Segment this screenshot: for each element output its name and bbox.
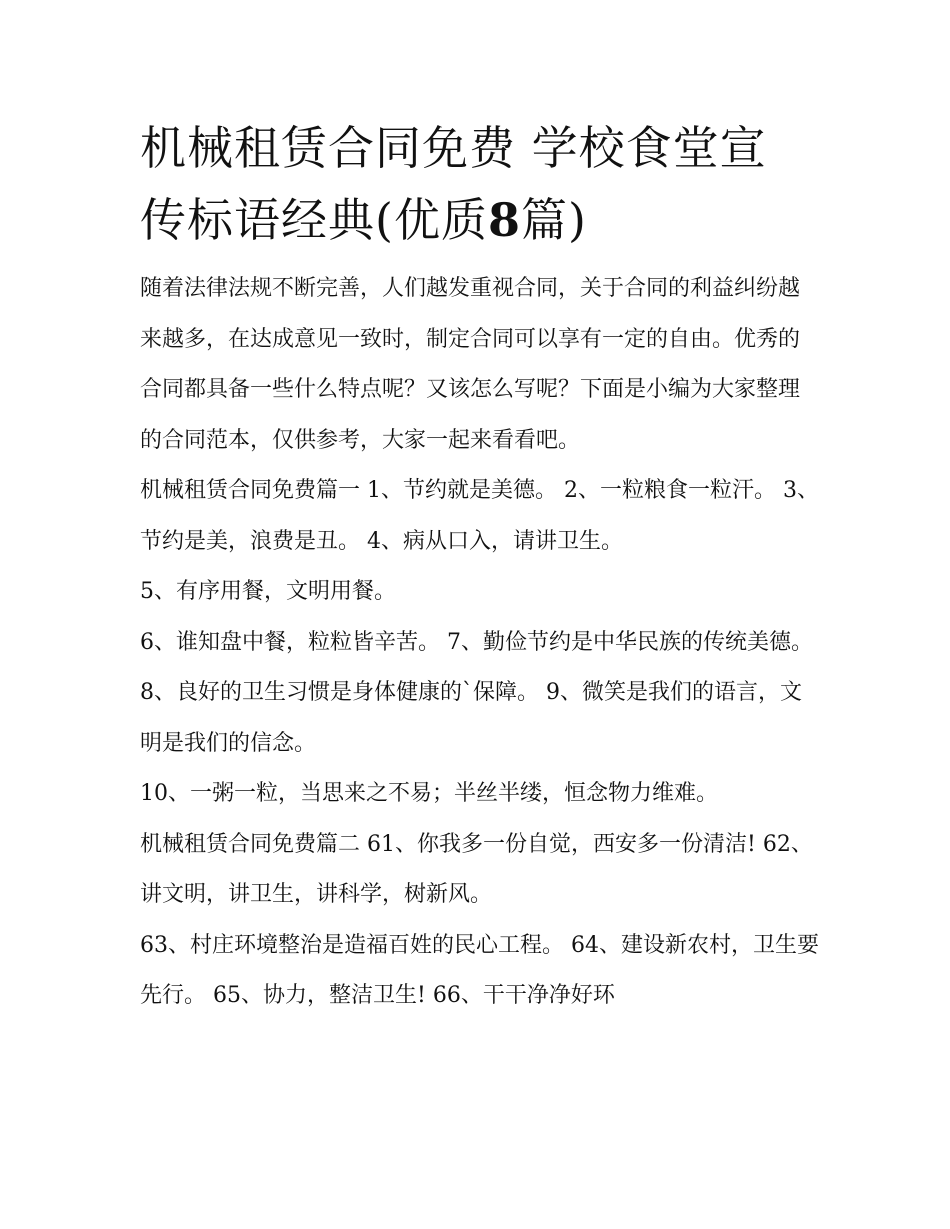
- title-line-2-suffix: 篇): [520, 193, 587, 247]
- paragraph-part-1: 机械租赁合同免费篇一 1、节约就是美德。 2、一粒粮食一粒汗。 3、节约是美，浪费是丑。 4、病从口入，请讲卫生。: [140, 478, 819, 554]
- title-line-2-prefix: 传标语经典(优质: [140, 193, 488, 247]
- paragraph-items-6-9: 6、谁知盘中餐，粒粒皆辛苦。 7、勤俭节约是中华民族的传统美德。 8、良好的卫生习惯是身体健康的`保障。 9、微笑是我们的语言，文明是我们的信念。: [140, 629, 813, 756]
- paragraph-item-10: 10、一粥一粒，当思来之不易；半丝半缕，恒念物力维难。: [140, 781, 718, 806]
- paragraph-part-2: 机械租赁合同免费篇二 61、你我多一份自觉，西安多一份清洁! 62、讲文明，讲卫生，讲科学，树新风。: [140, 831, 813, 907]
- title-line-1: 机械租赁合同免费 学校食堂宣: [140, 121, 767, 175]
- paragraph-items-63-66: 63、村庄环境整治是造福百姓的民心工程。 64、建设新农村，卫生要先行。 65、协力，整洁卫生! 66、干干净净好环: [140, 932, 819, 1008]
- paragraph-item-5: 5、有序用餐，文明用餐。: [140, 579, 396, 604]
- document-page: [140, 112, 820, 1022]
- paragraph-intro: 随着法律法规不断完善，人们越发重视合同，关于合同的利益纠纷越来越多，在达成意见一致时，制定合同可以享有一定的自由。优秀的合同都具备一些什么特点呢？又该怎么写呢？下面是小编为大家整理的合同范本，仅供参考，大家一起来看看吧。: [140, 276, 801, 453]
- document-title: [140, 112, 820, 256]
- title-line-2-number: 8: [487, 193, 521, 247]
